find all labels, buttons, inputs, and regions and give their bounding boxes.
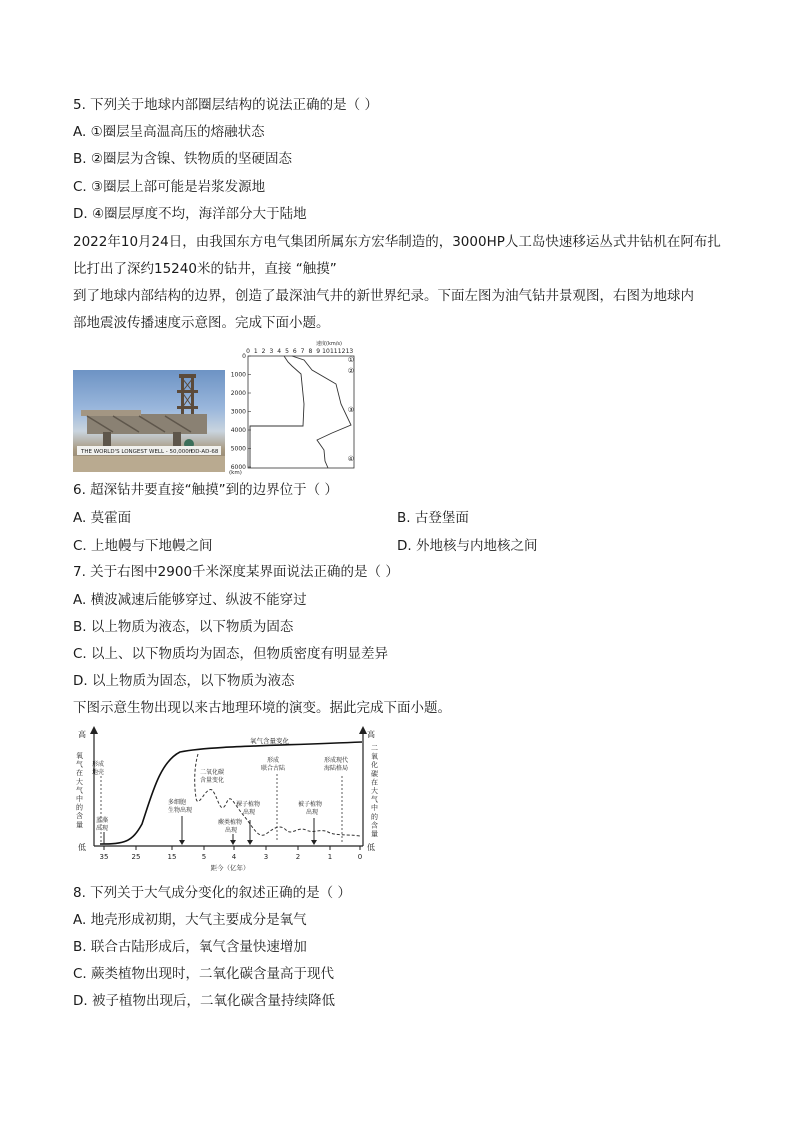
- wave-x-tick: 8: [308, 348, 313, 355]
- event-fern-l2: 出现: [225, 827, 238, 834]
- evo-x-tick: 1: [327, 853, 333, 861]
- wave-chart-frame: [248, 356, 354, 468]
- event-gymno-l2: 出现: [243, 809, 256, 816]
- right-axis-title: 二氧化碳在大气中的含量: [371, 744, 378, 838]
- q8-option-c: C. 蕨类植物出现时，二氧化碳含量高于现代: [73, 966, 335, 982]
- q6-option-a: A. 莫霍面: [73, 510, 132, 526]
- right-axis-high: 高: [367, 730, 375, 739]
- wave-y-tick: 4000: [230, 427, 246, 434]
- q7-stem: 7. 关于右图中2900千米深度某界面说法正确的是（ ）: [73, 564, 399, 580]
- wave-x-tick: 0: [246, 348, 250, 355]
- wave-y-tick: 3000: [230, 408, 246, 416]
- wave-x-tick: 9: [316, 348, 321, 355]
- event-algae-l1: 蓝藻: [96, 817, 109, 824]
- event-pangea-l2: 联合古陆: [261, 765, 286, 772]
- q8-option-a: A. 地壳形成初期，大气主要成分是氧气: [73, 912, 307, 928]
- layer-mark-1: ①: [347, 356, 354, 364]
- wave-y-tick: 5000: [230, 445, 246, 453]
- wave-x-tick: 3: [269, 348, 274, 355]
- q8-option-b: B. 联合古陆形成后，氧气含量快速增加: [73, 939, 307, 955]
- layer-mark-2: ②: [347, 367, 354, 375]
- passage2: 下图示意生物出现以来古地理环境的演变。据此完成下面小题。: [73, 700, 451, 716]
- event-angio-l2: 出现: [306, 809, 319, 816]
- event-fern-l1: 蕨类植物: [218, 819, 243, 826]
- wave-x-tick: 4: [277, 348, 282, 355]
- q8-option-d: D. 被子植物出现后，二氧化碳含量持续降低: [73, 993, 335, 1009]
- event-modern-l2: 海陆格局: [324, 765, 349, 772]
- passage1-line2: 比打出了深约15240米的钻井，直接 “触摸”: [73, 261, 337, 277]
- q6-option-c: C. 上地幔与下地幔之间: [73, 538, 213, 554]
- wave-x-tick: 13: [345, 348, 354, 355]
- evo-x-axis-label: 距今（亿年）: [210, 864, 250, 872]
- q5-option-b: B. ②圈层为含镍、铁物质的坚硬固态: [73, 151, 292, 167]
- wave-x-tick: 12: [337, 348, 346, 355]
- wave-chart-y-unit: (km): [229, 470, 242, 476]
- passage1-line4: 部地震波传播速度示意图。完成下面小题。: [73, 315, 330, 331]
- passage1-line1: 2022年10月24日，由我国东方电气集团所属东方宏华制造的，3000HP人工岛快速移运丛式井钻机在阿布扎: [73, 234, 721, 250]
- q5-stem: 5. 下列关于地球内部圈层结构的说法正确的是（ ）: [73, 97, 378, 113]
- q7-option-d: D. 以上物质为固态，以下物质为液态: [73, 673, 295, 689]
- wave-y-tick: 1000: [230, 371, 246, 379]
- wave-y-tick: 2000: [230, 390, 246, 397]
- oxygen-curve-label: 氧气含量变化: [250, 737, 289, 745]
- wave-x-tick: 10: [322, 348, 330, 355]
- q6-stem: 6. 超深钻井要直接“触摸”到的边界位于（ ）: [73, 482, 338, 498]
- q6-option-b: B. 古登堡面: [397, 510, 469, 526]
- wave-chart-top-label: 速度(km/s): [316, 341, 342, 347]
- layer-mark-4: ④: [347, 455, 354, 463]
- left-axis-title: 氧气在大气中的含量: [76, 752, 83, 829]
- photo-tag-text: DD-AD-68: [191, 449, 219, 455]
- evo-x-tick: 3: [263, 853, 269, 861]
- wave-y-tick: 6000: [230, 464, 246, 471]
- wave-x-tick: 5: [285, 348, 289, 355]
- event-crust-l2: 地壳: [92, 769, 105, 776]
- q8-stem: 8. 下列关于大气成分变化的叙述正确的是（ ）: [73, 885, 351, 901]
- evo-x-tick: 4: [231, 853, 237, 861]
- q5-option-c: C. ③圈层上部可能是岩浆发源地: [73, 179, 266, 195]
- paleo-environment-chart: [70, 724, 382, 874]
- evo-x-tick: 15: [167, 853, 177, 861]
- event-multicell-l1: 多细胞: [168, 799, 187, 806]
- wave-x-tick: 2: [261, 348, 266, 355]
- left-axis-low: 低: [78, 843, 86, 852]
- q7-option-c: C. 以上、以下物质均为固态，但物质密度有明显差异: [73, 646, 389, 662]
- q5-option-d: D. ④圈层厚度不均，海洋部分大于陆地: [73, 206, 307, 222]
- event-modern-l1: 形成现代: [324, 757, 349, 764]
- passage1-line3: 到了地球内部结构的边界，创造了最深油气井的新世界纪录。下面左图为油气钻井景观图，右图为地球内: [73, 288, 694, 304]
- q5-option-a: A. ①圈层呈高温高压的熔融状态: [73, 124, 265, 140]
- p-wave-curve: [292, 356, 351, 468]
- event-gymno-l1: 裸子植物: [236, 801, 261, 808]
- evo-x-tick: 25: [131, 853, 141, 861]
- evo-x-tick: 35: [99, 853, 109, 861]
- wave-y-tick: 0: [242, 353, 246, 360]
- layer-mark-3: ③: [347, 406, 354, 414]
- drilling-rig-photo: [73, 370, 225, 472]
- co2-label-line1: 二氧化碳: [200, 769, 225, 776]
- left-axis-high: 高: [78, 730, 86, 739]
- evo-x-tick: 5: [201, 853, 207, 861]
- wave-x-tick: 1: [253, 348, 258, 355]
- event-algae-l2: 出现: [96, 825, 109, 832]
- right-axis-low: 低: [367, 843, 375, 852]
- q7-option-a: A. 横波减速后能够穿过、纵波不能穿过: [73, 592, 307, 608]
- event-crust-l1: 形成: [92, 761, 105, 768]
- evo-x-tick: 0: [357, 853, 363, 861]
- event-angio-l1: 被子植物: [298, 801, 323, 808]
- event-pangea-l1: 形成: [267, 757, 280, 764]
- s-wave-curve: [250, 356, 304, 468]
- co2-label-line2: 含量变化: [200, 777, 225, 784]
- wave-x-tick: 11: [329, 348, 338, 355]
- event-multicell-l2: 生物出现: [168, 807, 193, 814]
- wave-x-tick: 6: [292, 348, 297, 355]
- photo-banner-text: THE WORLD'S LONGEST WELL - 50,000ft: [81, 449, 193, 455]
- q6-option-d: D. 外地核与内地核之间: [397, 538, 538, 554]
- q7-option-b: B. 以上物质为液态，以下物质为固态: [73, 619, 294, 635]
- evo-x-tick: 2: [295, 853, 301, 861]
- seismic-wave-chart: [228, 340, 358, 476]
- wave-x-tick: 7: [300, 348, 305, 355]
